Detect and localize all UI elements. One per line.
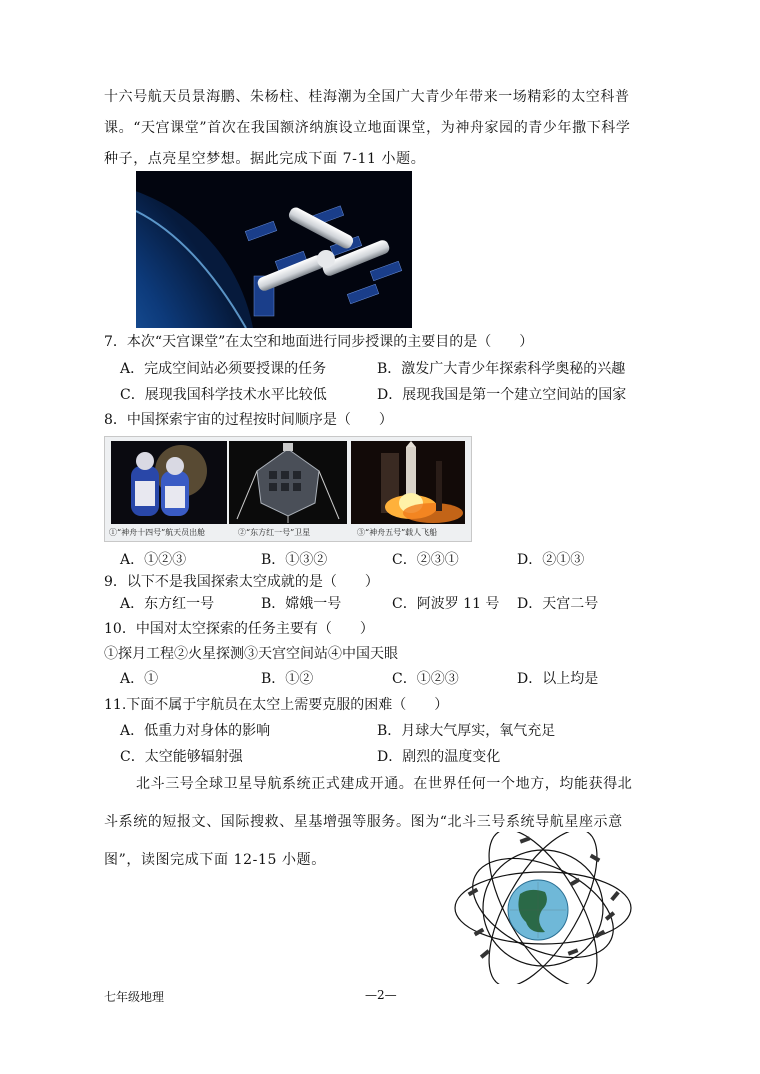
intro2-line-1: 北斗三号全球卫星导航系统正式建成开通。在世界任何一个地方，均能获得北 — [136, 776, 633, 792]
intro2-line-2: 斗系统的短报文、国际搜救、星基增强等服务。图为“北斗三号系统导航星座示意 — [104, 814, 623, 830]
q10-items: ①探月工程②火星探测③天宫空间站④中国天眼 — [104, 646, 398, 662]
space-station-image — [136, 171, 412, 328]
intro2-line-3: 图”，读图完成下面 12-15 小题。 — [104, 852, 326, 868]
satellite-photo — [229, 441, 347, 524]
q10-option-d[interactable]: D．以上均是 — [517, 671, 599, 687]
intro1-line-1: 十六号航天员景海鹏、朱杨柱、桂海潮为全国广大青少年带来一场精彩的太空科普 — [104, 89, 630, 105]
q8-stem: 8．中国探索宇宙的过程按时间顺序是（ ） — [104, 412, 393, 428]
q8-option-b[interactable]: B．①③② — [261, 552, 328, 568]
caption-2: ②“东方红一号”卫星 — [238, 528, 311, 537]
q7-option-d[interactable]: D．展现我国是第一个建立空间站的国家 — [377, 387, 627, 403]
q11-stem: 11.下面不属于宇航员在太空上需要克服的困难（ ） — [104, 697, 449, 713]
caption-3: ③“神舟五号”载人飞船 — [357, 528, 438, 537]
q9-option-b[interactable]: B．嫦娥一号 — [261, 596, 342, 612]
q9-stem: 9．以下不是我国探索太空成就的是（ ） — [104, 574, 379, 590]
intro1-line-2: 课。“天宫课堂”首次在我国额济纳旗设立地面课堂，为神舟家园的青少年撒下科学 — [104, 120, 631, 136]
q11-option-a[interactable]: A．低重力对身体的影响 — [120, 723, 271, 739]
q10-option-b[interactable]: B．①② — [261, 671, 314, 687]
q7-option-b[interactable]: B．激发广大青少年探索科学奥秘的兴趣 — [377, 361, 626, 377]
q10-option-a[interactable]: A．① — [120, 671, 159, 687]
astronaut-photo — [111, 441, 227, 524]
q9-option-c[interactable]: C．阿波罗 11 号 — [392, 596, 500, 612]
footer-subject: 七年级地理 — [104, 990, 165, 1004]
caption-1: ①“神舟十四号”航天员出舱 — [109, 528, 206, 537]
q10-stem: 10．中国对太空探索的任务主要有（ ） — [104, 621, 374, 637]
q8-option-c[interactable]: C．②③① — [392, 552, 459, 568]
q8-option-d[interactable]: D．②①③ — [517, 552, 585, 568]
q7-option-a[interactable]: A．完成空间站必须要授课的任务 — [120, 361, 327, 377]
q8-option-a[interactable]: A．①②③ — [120, 552, 187, 568]
q8-image-strip — [104, 436, 472, 542]
q7-option-c[interactable]: C．展现我国科学技术水平比较低 — [120, 387, 327, 403]
q9-option-a[interactable]: A．东方红一号 — [120, 596, 215, 612]
intro1-line-3: 种子，点亮星空梦想。据此完成下面 7-11 小题。 — [104, 151, 426, 167]
q11-option-d[interactable]: D．剧烈的温度变化 — [377, 749, 501, 765]
q11-option-b[interactable]: B．月球大气厚实，氧气充足 — [377, 723, 556, 739]
q10-option-c[interactable]: C．①②③ — [392, 671, 459, 687]
footer-page-number: —2— — [365, 988, 397, 1002]
q7-stem: 7．本次“天宫课堂”在太空和地面进行同步授课的主要目的是（ ） — [104, 334, 534, 350]
rocket-launch-photo — [351, 441, 465, 524]
beidou-constellation-diagram — [450, 832, 636, 984]
q11-option-c[interactable]: C．太空能够辐射强 — [120, 749, 243, 765]
q9-option-d[interactable]: D．天宫二号 — [517, 596, 599, 612]
